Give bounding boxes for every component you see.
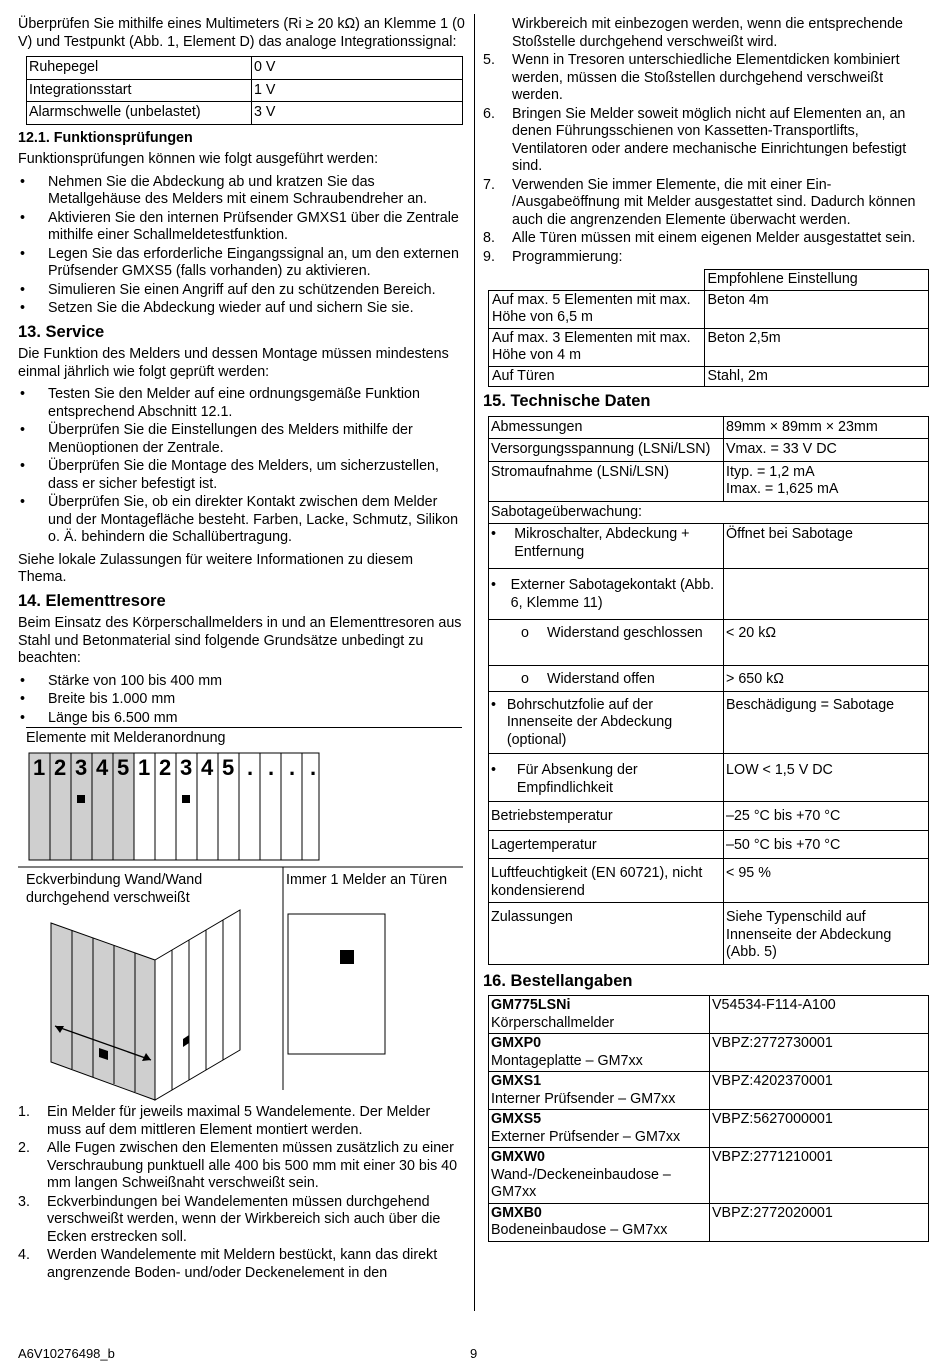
list-item: • Simulieren Sie einen Angriff auf den zu schützenden Bereich. <box>18 282 465 300</box>
cell-label: . <box>310 755 317 780</box>
cell-label: 3 <box>75 755 88 780</box>
section-intro: Funktionsprüfungen können wie folgt ausgeführt werden: <box>18 151 379 167</box>
section-heading-14: 14. Elementtresore <box>18 591 166 610</box>
list-item: 8. Alle Türen müssen mit einem eigenen Melder ausgestattet sein. <box>483 230 916 246</box>
table-row: Alarmschwelle (unbelastet) 3 V <box>27 102 463 125</box>
table-row: GM775LSNi Körperschallmelder V54534-F114-A100 <box>489 996 929 1034</box>
list-item: 9. Programmierung: <box>483 248 623 265</box>
bullet-list <box>18 386 465 547</box>
cell-label: 2 <box>159 755 172 780</box>
detector-marker <box>77 795 85 803</box>
cell-label: 5 <box>117 755 130 780</box>
cell-label: 3 <box>180 755 193 780</box>
cell-label: 1 <box>138 755 151 780</box>
tech-data-table <box>488 416 929 965</box>
table-row: Auf max. 5 Elementen mit max. Höhe von 6,5 m Beton 4m <box>489 290 929 328</box>
table-row: Versorgungsspannung (LSNi/LSN) Vmax. = 33 V DC <box>489 439 929 462</box>
intro-paragraph: Überprüfen Sie mithilfe eines Multimeters (Ri ≥ 20 kΩ) an Klemme 1 (0 V) und Testpunkt (Abb. 1, Element D) das analoge Integrationssignal: <box>18 16 465 50</box>
table-row: Abmessungen 89mm × 89mm × 23mm <box>489 416 929 439</box>
bullet-list <box>18 174 465 318</box>
column-divider <box>474 14 475 1311</box>
numbered-list <box>483 52 929 266</box>
table-row: Auf max. 3 Elementen mit max. Höhe von 4 m Beton 2,5m <box>489 328 929 366</box>
section-heading-15: 15. Technische Daten <box>483 392 651 410</box>
continued-paragraph: Wirkbereich mit einbezogen werden, wenn die entsprechende Stoßstelle durchgehend verschweißt wird. <box>512 16 904 50</box>
cell-label: 2 <box>54 755 67 780</box>
section-intro: Beim Einsatz des Körperschallmelders in und an Elementtresoren aus Stahl und Betonmaterial sind folgende Grundsätze unbedingt zu beachten: <box>18 615 462 666</box>
element-strip <box>29 753 319 860</box>
page-number: 9 <box>470 1346 478 1361</box>
list-item: 4. Werden Wandelemente mit Meldern bestückt, kann das direkt angrenzende Boden- und/oder Deckenelement in den <box>18 1247 438 1281</box>
programming-table <box>488 269 929 387</box>
list-item: 5. Wenn in Tresoren unterschiedliche Elementdicken kombiniert werden, müssen die Stoßstellen durchgehend verschweißt werden. <box>483 52 900 103</box>
table-row: Betriebstemperatur –25 °C bis +70 °C <box>489 802 929 831</box>
doc-id: A6V10276498_b <box>18 1346 115 1361</box>
section-heading-12-1: 12.1. Funktionsprüfungen <box>18 129 193 146</box>
list-item: • Aktivieren Sie den internen Prüfsender GMXS1 über die Zentrale mithilfe einer Schallmeldetestfunktion. <box>18 210 465 245</box>
table-row: Zulassungen Siehe Typenschild auf Innenseite der Abdeckung (Abb. 5) <box>489 903 929 965</box>
table-row: GMXP0 Montageplatte – GM7xx VBPZ:2772730001 <box>489 1034 929 1072</box>
table-row: • Externer Sabotagekontakt (Abb. 6, Klemme 11) <box>489 569 929 620</box>
door-drawing <box>288 914 385 1054</box>
table-row: Luftfeuchtigkeit (EN 60721), nicht kondensierend < 95 % <box>489 859 929 903</box>
cell-label: . <box>289 755 296 780</box>
list-item: 6. Bringen Sie Melder soweit möglich nicht auf Elementen an, an denen Führungsschienen von Kassetten-Transportlifts, Ventilatoren oder andere mechanische Einrichtungen befestigt sind. <box>483 105 907 174</box>
corner-label: Eckverbindung Wand/Wand durchgehend verschweißt <box>26 872 203 906</box>
figure-drawing <box>18 730 465 1104</box>
table-row: GMXW0 Wand-/Deckeneinbaudose – GM7xx VBPZ:2771210001 <box>489 1148 929 1204</box>
table-row: GMXS5 Externer Prüfsender – GM7xx VBPZ:5627000001 <box>489 1110 929 1148</box>
signal-table <box>26 56 463 125</box>
table-row: o Widerstand geschlossen < 20 kΩ <box>489 620 929 666</box>
safe-element-figure <box>18 730 465 1104</box>
list-item: • Länge bis 6.500 mm <box>18 710 465 728</box>
cell-label: 4 <box>201 755 214 780</box>
list-item: • Nehmen Sie die Abdeckung ab und kratzen Sie das Metallgehäuse des Melders mit einem Schraubendreher an. <box>18 174 465 209</box>
cell-label: . <box>268 755 275 780</box>
table-row: Lagertemperatur –50 °C bis +70 °C <box>489 830 929 859</box>
section-heading-16: 16. Bestellangaben <box>483 971 633 990</box>
list-item: • Testen Sie den Melder auf eine ordnungsgemäße Funktion entsprechend Abschnitt 12.1. <box>18 386 465 421</box>
list-item: 2. Alle Fugen zwischen den Elementen müssen zusätzlich zu einer Verschraubung punktuell alle 400 bis 500 mm mit einer 30 bis 40 mm langen Schweißnaht verschweißt sein. <box>18 1140 458 1191</box>
order-table <box>488 995 929 1242</box>
list-item: • Überprüfen Sie, ob ein direkter Kontakt zwischen dem Melder und der Montagefläche besteht. Farben, Lacke, Schmutz, Silikon o. Ä. behindern die Schallübertragung. <box>18 494 465 547</box>
list-item: 3. Eckverbindungen bei Wandelementen müssen durchgehend verschweißt werden, wenn der Wirkbereich sich auch über die Ecken erstrecken soll. <box>18 1193 441 1245</box>
right-column <box>483 16 929 1242</box>
list-item: • Setzen Sie die Abdeckung wieder auf und sichern Sie sie. <box>18 300 465 318</box>
table-row: Stromaufnahme (LSNi/LSN) Ityp. = 1,2 mA Imax. = 1,625 mA <box>489 461 929 501</box>
cell-label: . <box>247 755 254 780</box>
section-intro: Die Funktion des Melders und dessen Montage müssen mindestens einmal jährlich wie folgt geprüft werden: <box>18 346 449 380</box>
table-row: Ruhepegel 0 V <box>27 57 463 80</box>
list-item: 7. Verwenden Sie immer Elemente, die mit einer Ein- /Ausgabeöffnung mit Melder ausgestattet sind. Dadurch können auch die angrenzenden Elemente überwacht werden. <box>483 176 916 228</box>
cell-label: 1 <box>33 755 46 780</box>
list-item: • Stärke von 100 bis 400 mm <box>18 673 465 691</box>
table-row: Integrationsstart 1 V <box>27 79 463 102</box>
list-item: • Überprüfen Sie die Einstellungen des Melders mithilfe der Menüoptionen der Zentrale. <box>18 422 465 457</box>
table-row: GMXS1 Interner Prüfsender – GM7xx VBPZ:4202370001 <box>489 1072 929 1110</box>
corner-drawing <box>51 910 240 1100</box>
detector-marker <box>182 795 190 803</box>
section-heading-13: 13. Service <box>18 322 105 341</box>
table-row: o Widerstand offen > 650 kΩ <box>489 666 929 692</box>
cell-label: 4 <box>96 755 109 780</box>
door-label: Immer 1 Melder an Türen <box>286 872 448 888</box>
table-row: Empfohlene Einstellung <box>489 270 929 291</box>
bullet-list <box>18 673 465 728</box>
section-outro: Siehe lokale Zulassungen für weitere Informationen zu diesem Thema. <box>18 551 413 585</box>
table-row: Auf Türen Stahl, 2m <box>489 366 929 387</box>
list-item: • Legen Sie das erforderliche Eingangssignal an, um den externen Prüfsender GMXS5 (falls vorhanden) zu aktivieren. <box>18 246 465 281</box>
list-item: • Überprüfen Sie die Montage des Melders, um sicherzustellen, dass er sicher befestigt ist. <box>18 458 465 493</box>
list-item: • Breite bis 1.000 mm <box>18 691 465 709</box>
table-row: GMXB0 Bodeneinbaudose – GM7xx VBPZ:2772020001 <box>489 1203 929 1241</box>
figure-title: Elemente mit Melderanordnung <box>26 730 226 746</box>
cell-label: 5 <box>222 755 235 780</box>
table-row: • Bohrschutzfolie auf der Innenseite der Abdeckung (optional) Beschädigung = Sabotage <box>489 691 929 754</box>
left-column <box>18 16 465 1283</box>
detector-marker <box>340 950 354 964</box>
numbered-list <box>18 1104 465 1282</box>
table-row: • Für Absenkung der Empfindlichkeit LOW < 1,5 V DC <box>489 754 929 802</box>
list-item: 1. Ein Melder für jeweils maximal 5 Wandelemente. Der Melder muss auf dem mittleren Element montiert werden. <box>18 1104 431 1138</box>
table-row: Sabotageüberwachung: <box>489 501 929 524</box>
table-row: • Mikroschalter, Abdeckung + Entfernung Öffnet bei Sabotage <box>489 524 929 569</box>
